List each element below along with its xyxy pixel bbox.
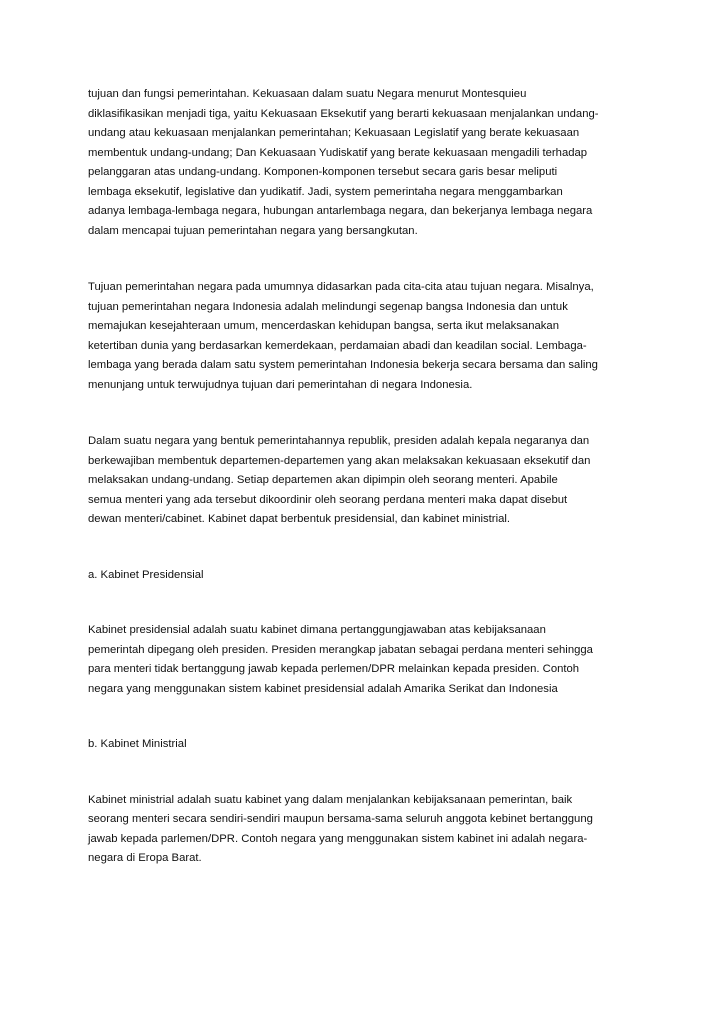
text-line: jawab kepada parlemen/DPR. Contoh negara yang menggunakan sistem kabinet ini adalah negara- (88, 832, 588, 845)
text-line: para menteri tidak bertanggung jawab kepada perlemen/DPR melainkan kepada presiden. Contoh (88, 663, 580, 675)
text-line: Dalam suatu negara yang bentuk pemerintahannya republik, presiden adalah kepala negaranya dan (88, 435, 590, 447)
text-line: negara yang menggunakan sistem kabinet presidensial adalah Amarika Serikat dan Indonesia (88, 682, 558, 695)
text-line: tujuan dan fungsi pemerintahan. Kekuasaan dalam suatu Negara menurut Montesquieu (88, 88, 527, 100)
paragraph-presidential-cabinet (88, 621, 658, 699)
heading-presidential-cabinet (88, 566, 658, 586)
section-heading: a. Kabinet Presidensial (88, 568, 204, 581)
paragraph-spacer (88, 395, 658, 432)
text-line: Kabinet ministrial adalah suatu kabinet yang dalam menjalankan kebijaksanaan pemerintan, baik (88, 793, 573, 806)
text-line: adanya lembaga-lembaga negara, hubungan antarlembaga negara, dan bekerjanya lembaga negara (88, 205, 593, 217)
paragraph-spacer (88, 755, 658, 791)
paragraph-government-goals (88, 278, 658, 395)
text-line: negara di Eropa Barat. (88, 852, 202, 864)
text-line: Kabinet presidensial adalah suatu kabinet dimana pertanggungjawaban atas kebijaksanaan (88, 624, 546, 636)
paragraph-spacer (88, 241, 658, 278)
paragraph-republic-cabinet (88, 432, 658, 530)
text-line: membentuk undang-undang; Dan Kekuasaan Yudiskatif yang berate kekuasaan mengadili terhadap (88, 146, 588, 159)
text-line: Tujuan pemerintahan negara pada umumnya didasarkan pada cita-cita atau tujuan negara. Misalnya, (88, 281, 594, 293)
text-line: dewan menteri/cabinet. Kabinet dapat berbentuk presidensial, dan kabinet ministrial. (88, 513, 511, 525)
paragraph-ministerial-cabinet (88, 791, 658, 869)
text-line: diklasifikasikan menjadi tiga, yaitu Kekuasaan Eksekutif yang berarti kekuasaan menjalankan undang- (88, 107, 599, 120)
text-line: pelanggaran atas undang-undang. Komponen-komponen tersebut secara garis besar meliputi (88, 166, 558, 178)
section-heading: b. Kabinet Ministrial (88, 738, 187, 750)
paragraph-spacer (88, 585, 658, 621)
text-line: memajukan kesejahteraan umum, mencerdaskan kehidupan bangsa, serta ikut melaksanakan (88, 320, 559, 332)
text-line: semua menteri yang ada tersebut dikoordinir oleh seorang perdana menteri maka dapat disebut (88, 493, 568, 506)
text-line: pemerintah dipegang oleh presiden. Presiden merangkap jabatan sebagai perdana menteri sehingga (88, 643, 593, 656)
paragraph-spacer (88, 699, 658, 735)
document-body (88, 85, 658, 869)
text-line: menunjang untuk terwujudnya tujuan dari pemerintahan di negara Indonesia. (88, 378, 473, 391)
heading-ministerial-cabinet (88, 735, 658, 755)
text-line: seorang menteri secara sendiri-sendiri maupun bersama-sama seluruh anggota kebinet bertanggung (88, 813, 593, 825)
text-line: berkewajiban membentuk departemen-departemen yang akan melaksakan kekuasaan eksekutif dan (88, 454, 591, 467)
text-line: dalam mencapai tujuan pemerintahan negara yang bersangkutan. (88, 224, 418, 237)
paragraph-spacer (88, 530, 658, 566)
text-line: ketertiban dunia yang berdasarkan kemerdekaan, perdamaian abadi dan keadilan social. Lembaga- (88, 339, 587, 352)
text-line: lembaga yang berada dalam satu system pemerintahan Indonesia bekerja secara bersama dan saling (88, 359, 598, 371)
text-line: undang atau kekuasaan menjalankan pemerintahan; Kekuasaan Legislatif yang berate kekuasaan (88, 127, 580, 139)
paragraph-government-powers (88, 85, 658, 241)
text-line: lembaga eksekutif, legislative dan yudikatif. Jadi, system pemerintaha negara menggambarkan (88, 185, 563, 198)
text-line: tujuan pemerintahan negara Indonesia adalah melindungi segenap bangsa Indonesia dan untuk (88, 300, 568, 313)
text-line: melaksakan undang-undang. Setiap departemen akan dipimpin oleh seorang menteri. Apabile (88, 474, 558, 486)
